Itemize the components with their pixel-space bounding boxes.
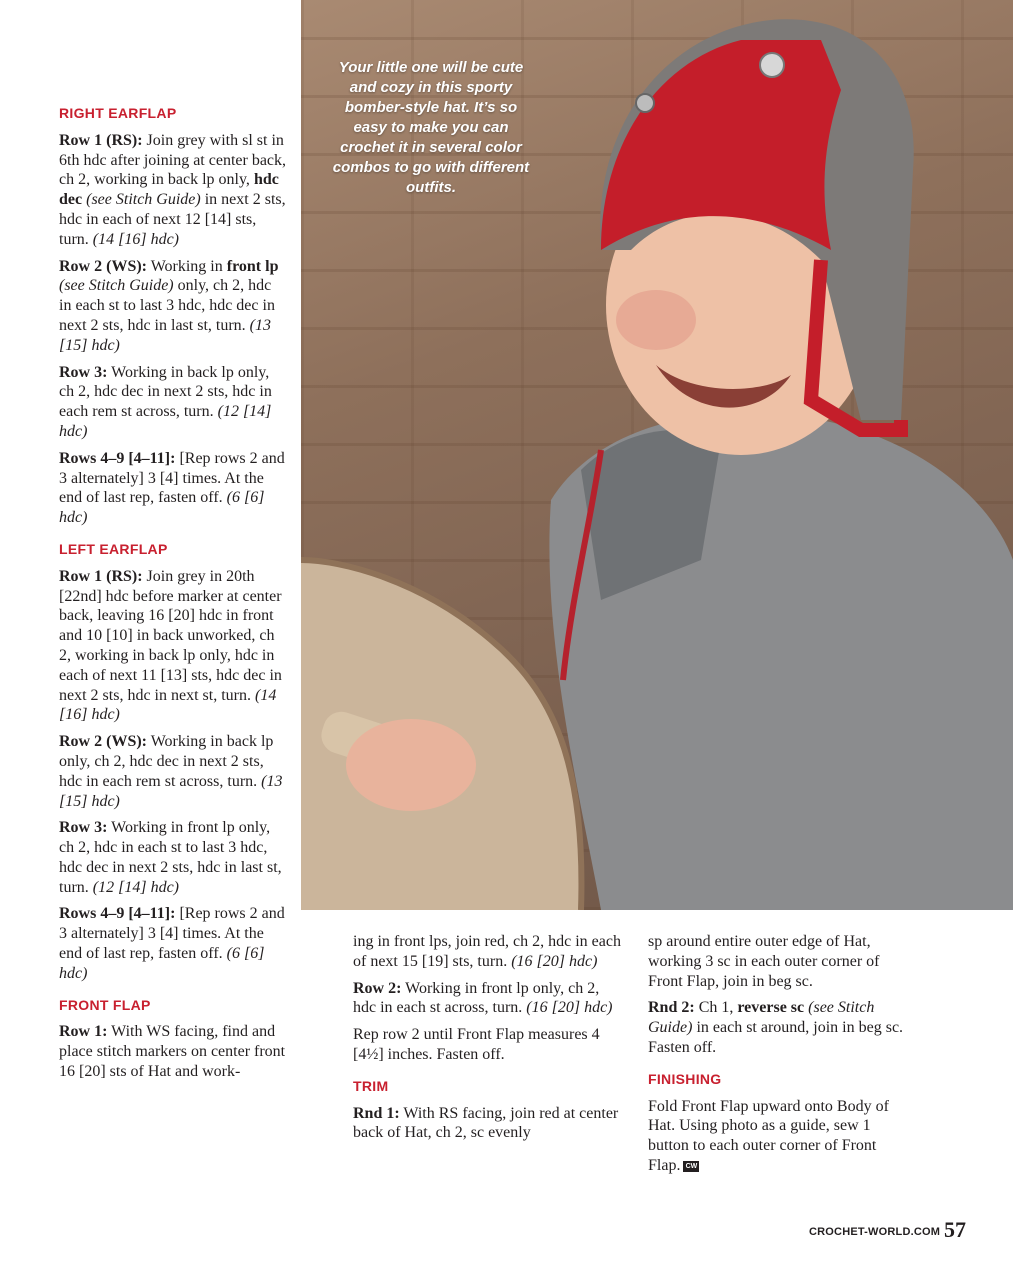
stitch-count: (13 [15] hdc) — [59, 316, 271, 354]
heading-front-flap: FRONT FLAP — [59, 996, 151, 1013]
hand — [346, 719, 476, 811]
instruction-row — [59, 257, 287, 356]
row-text: [Rep rows 2 and 3 alternately] 3 [4] times. At the end of last rep, fasten off. — [59, 905, 285, 963]
instruction-row — [353, 979, 623, 1019]
heading-left-earflap: LEFT EARFLAP — [59, 540, 168, 557]
row-text: Ch 1, — [694, 999, 738, 1017]
row-text: only, ch 2, hdc in each st to last 3 hdc, hdc dec in next 2 sts, hdc in last st, turn. — [59, 277, 275, 334]
instruction-row — [59, 1022, 287, 1081]
instruction-row — [59, 904, 287, 983]
photo-caption: Your little one will be cute and cozy in this sporty bomber-style hat. It’s so easy to make you can crochet it in several color combos to go with different outfits. — [332, 59, 530, 196]
hat-button — [760, 53, 784, 77]
instruction-row — [59, 449, 287, 528]
stitch-guide-ref: (see Stitch Guide) — [59, 277, 174, 295]
stitch-count: (12 [14] hdc) — [92, 878, 179, 896]
instruction-row — [59, 732, 287, 811]
row-text: Working in front lp only, ch 2, hdc in each st across, turn. — [353, 979, 600, 1017]
page-number: 57 — [944, 1217, 966, 1242]
instruction-paragraph — [648, 1097, 910, 1176]
stitch-count: (14 [16] hdc) — [59, 686, 277, 724]
stitch-term: reverse sc — [737, 999, 805, 1017]
row-text: Working in — [147, 257, 227, 275]
stitch-count: (16 [20] hdc) — [526, 999, 613, 1017]
row-text: Join grey with sl st in 6th hdc after joining at center back, ch 2, working in back lp only, — [59, 131, 287, 189]
row-text: With RS facing, join red at center back of Hat, ch 2, sc evenly — [353, 1104, 619, 1142]
instruction-row — [59, 131, 287, 250]
stitch-guide-ref: (see Stitch Guide) — [648, 999, 875, 1037]
row-text: Working in back lp only, ch 2, hdc dec in next 2 sts, hdc in each rem st across, turn. — [59, 363, 272, 421]
stitch-count: (12 [14] hdc) — [59, 403, 272, 440]
stitch-term: hdc dec — [59, 171, 279, 209]
instruction-row-continued — [353, 932, 623, 972]
row-label: Rows 4–9 [4–11]: — [59, 905, 176, 923]
stitch-term: front lp — [226, 257, 279, 275]
row-label: Rnd 1: — [353, 1104, 400, 1122]
row-label: Row 2 (WS): — [59, 733, 147, 751]
row-label: Row 3: — [59, 363, 108, 381]
instruction-row — [59, 363, 287, 442]
row-label: Row 2 (WS): — [59, 257, 147, 275]
row-text: [Rep rows 2 and 3 alternately] 3 [4] times. At the end of last rep, fasten off. — [59, 449, 285, 507]
instruction-row-continued — [648, 932, 910, 991]
heading-finishing: FINISHING — [648, 1070, 722, 1087]
instruction-row — [59, 567, 287, 725]
hero-photo — [301, 0, 1013, 910]
finishing-text: Fold Front Flap upward onto Body of Hat. Using photo as a guide, sew 1 button to each outer corner of Front Flap. — [648, 1097, 889, 1174]
row-label: Row 3: — [59, 819, 108, 837]
instruction-row — [353, 1104, 623, 1144]
stitch-count: (16 [20] hdc) — [511, 952, 598, 970]
instruction-row — [59, 818, 287, 897]
row-label: Rows 4–9 [4–11]: — [59, 449, 176, 467]
left-column — [59, 104, 287, 1089]
stitch-count: (14 [16] hdc) — [92, 230, 179, 248]
instruction-row — [648, 998, 910, 1057]
hat-button — [636, 94, 654, 112]
stitch-guide-ref: (see Stitch Guide) — [82, 191, 201, 209]
row-label: Row 2: — [353, 979, 402, 997]
stitch-count: (13 [15] hdc) — [59, 772, 283, 810]
heading-right-earflap: RIGHT EARFLAP — [59, 105, 177, 121]
end-mark-icon: CW — [683, 1161, 699, 1172]
stitch-count: (6 [6] hdc) — [59, 945, 265, 982]
stitch-count: (6 [6] hdc) — [59, 489, 265, 527]
row-text: ing in front lps, join red, ch 2, hdc in each of next 15 [19] sts, turn. — [353, 933, 621, 970]
row-text: Working in back lp only, ch 2, hdc dec in next 2 sts, hdc in each rem st across, turn. — [59, 733, 274, 790]
row-label: Rnd 2: — [648, 999, 695, 1017]
row-text: sp around entire outer edge of Hat, working 3 sc in each outer corner of Front Flap, join in beg sc. — [648, 933, 880, 990]
row-label: Row 1 (RS): — [59, 567, 143, 585]
row-label: Row 1 (RS): — [59, 131, 143, 149]
row-label: Row 1: — [59, 1023, 108, 1041]
row-text: in each st around, join in beg sc. Fasten off. — [648, 1019, 904, 1056]
row-text: in next 2 sts, hdc in each of next 12 [14] sts, turn. — [59, 191, 286, 248]
middle-column — [353, 932, 623, 1150]
footer-site: CROCHET-WORLD.COM — [809, 1226, 941, 1238]
row-text: With WS facing, find and place stitch markers on center front 16 [20] sts of Hat and work- — [59, 1023, 286, 1081]
heading-trim: TRIM — [353, 1077, 389, 1094]
right-column — [648, 932, 910, 1183]
row-text: Join grey in 20th [22nd] hdc before marker at center back, leaving 16 [20] hdc in front and 10 [10] in back unworked, ch 2, working in back lp only, hdc in each of next 11 [13] sts, hdc dec in next 2 sts, hdc in next st, turn. — [59, 567, 282, 704]
instruction-paragraph: Rep row 2 until Front Flap measures 4 [4½] inches. Fasten off. — [353, 1026, 600, 1063]
row-text: Working in front lp only, ch 2, hdc in each st to last 3 hdc, hdc dec in next 2 sts, hdc in last st, turn. — [59, 819, 282, 896]
